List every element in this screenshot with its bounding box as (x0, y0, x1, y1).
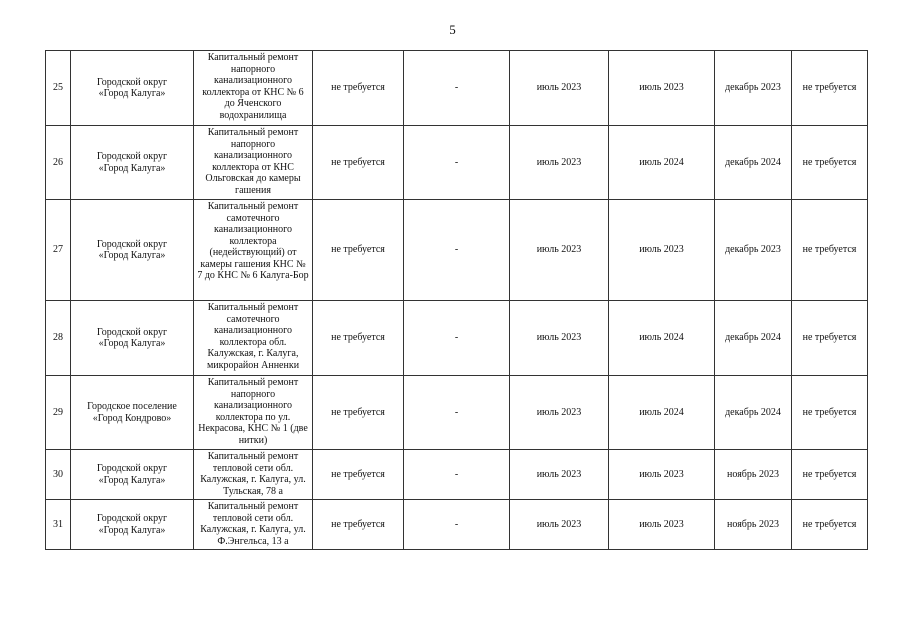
municipality-name: «Город Калуга» (98, 162, 166, 174)
description-cell: Капитальный ремонт самотечного канализационного коллектора обл. Калужская, г. Калуга, микрорайон Анненки (194, 301, 313, 376)
dash-cell: - (404, 200, 510, 301)
municipality-cell (71, 450, 194, 500)
mid-date-cell: июль 2024 (609, 301, 715, 376)
description-cell: Капитальный ремонт напорного канализационного коллектора по ул. Некрасова, КНС № 1 (две нитки) (194, 376, 313, 450)
end-date-cell: декабрь 2023 (715, 200, 792, 301)
table-row (46, 376, 868, 450)
mid-date-cell: июль 2023 (609, 200, 715, 301)
municipality-name: «Город Калуга» (98, 474, 166, 486)
table-row (46, 51, 868, 126)
start-date-cell: июль 2023 (510, 51, 609, 126)
requirement-cell-2: не требуется (792, 51, 868, 126)
mid-date-cell: июль 2024 (609, 126, 715, 200)
requirement-cell-2: не требуется (792, 376, 868, 450)
description-cell: Капитальный ремонт напорного канализационного коллектора от КНС № 6 до Яченского водохранилища (194, 51, 313, 126)
dash-cell: - (404, 51, 510, 126)
description-cell: Капитальный ремонт напорного канализационного коллектора от КНС Ольговская до камеры гашения (194, 126, 313, 200)
start-date-cell: июль 2023 (510, 301, 609, 376)
requirement-cell: не требуется (313, 126, 404, 200)
requirement-cell-2: не требуется (792, 200, 868, 301)
dash-cell: - (404, 500, 510, 550)
municipality-cell (71, 376, 194, 450)
municipality-name: «Город Калуга» (98, 338, 166, 349)
row-number-cell: 29 (46, 376, 71, 450)
end-date-cell: декабрь 2024 (715, 126, 792, 200)
requirement-cell: не требуется (313, 450, 404, 500)
end-date-cell: ноябрь 2023 (715, 450, 792, 500)
start-date-cell: июль 2023 (510, 200, 609, 301)
requirement-cell: не требуется (313, 200, 404, 301)
municipality-type: Городской округ (96, 151, 168, 162)
municipality-type: Городской округ (96, 513, 168, 524)
dash-cell: - (404, 450, 510, 500)
start-date-cell: июль 2023 (510, 376, 609, 450)
mid-date-cell: июль 2023 (609, 51, 715, 126)
requirement-cell-2: не требуется (792, 301, 868, 376)
requirement-cell: не требуется (313, 500, 404, 550)
municipality-name: «Город Калуга» (98, 250, 166, 261)
mid-date-cell: июль 2024 (609, 376, 715, 450)
mid-date-cell: июль 2023 (609, 500, 715, 550)
municipality-name: «Город Кондрово» (92, 412, 172, 424)
municipality-name: «Город Калуга» (98, 88, 166, 99)
row-number-cell: 25 (46, 51, 71, 126)
municipality-type: Городское поселение (87, 401, 177, 412)
requirement-cell: не требуется (313, 51, 404, 126)
municipality-type: Городской округ (96, 326, 168, 338)
requirement-cell-2: не требуется (792, 126, 868, 200)
start-date-cell: июль 2023 (510, 500, 609, 550)
works-table (45, 50, 868, 550)
table-row (46, 450, 868, 500)
row-number-cell: 31 (46, 500, 71, 550)
description-cell: Капитальный ремонт тепловой сети обл. Калужская, г. Калуга, ул. Тульская, 78 а (194, 450, 313, 500)
municipality-cell (71, 126, 194, 200)
dash-cell: - (404, 301, 510, 376)
municipality-cell (71, 500, 194, 550)
requirement-cell-2: не требуется (792, 450, 868, 500)
row-number-cell: 26 (46, 126, 71, 200)
end-date-cell: декабрь 2024 (715, 376, 792, 450)
municipality-name: «Город Калуга» (98, 524, 166, 536)
dash-cell: - (404, 126, 510, 200)
description-cell: Капитальный ремонт тепловой сети обл. Калужская, г. Калуга, ул. Ф.Энгельса, 13 а (194, 500, 313, 550)
start-date-cell: июль 2023 (510, 450, 609, 500)
end-date-cell: декабрь 2024 (715, 301, 792, 376)
row-number-cell: 30 (46, 450, 71, 500)
table-row (46, 126, 868, 200)
table-row (46, 200, 868, 301)
municipality-type: Городской округ (96, 463, 168, 474)
dash-cell: - (404, 376, 510, 450)
municipality-cell (71, 301, 194, 376)
start-date-cell: июль 2023 (510, 126, 609, 200)
end-date-cell: декабрь 2023 (715, 51, 792, 126)
table-row (46, 500, 868, 550)
mid-date-cell: июль 2023 (609, 450, 715, 500)
row-number-cell: 27 (46, 200, 71, 301)
row-number-cell: 28 (46, 301, 71, 376)
municipality-cell (71, 51, 194, 126)
municipality-type: Городской округ (96, 238, 168, 250)
requirement-cell: не требуется (313, 301, 404, 376)
table-row (46, 301, 868, 376)
end-date-cell: ноябрь 2023 (715, 500, 792, 550)
requirement-cell-2: не требуется (792, 500, 868, 550)
description-cell: Капитальный ремонт самотечного канализационного коллектора (недействующий) от камеры гашения КНС № 7 до КНС № 6 Калуга-Бор (194, 200, 313, 301)
municipality-cell (71, 200, 194, 301)
requirement-cell: не требуется (313, 376, 404, 450)
page-number: 5 (449, 22, 456, 37)
municipality-type: Городской округ (96, 76, 168, 88)
